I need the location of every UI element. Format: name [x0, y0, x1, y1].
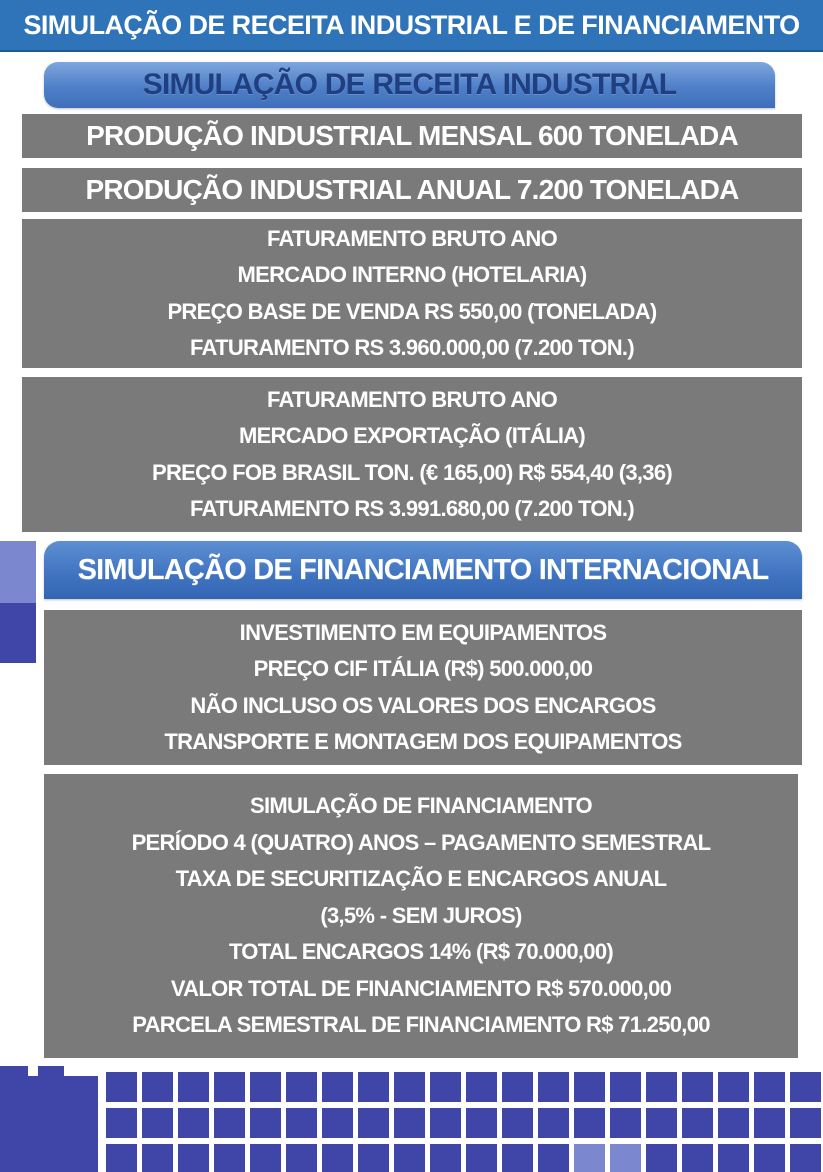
decorative-tile	[286, 1108, 317, 1138]
decorative-tile	[142, 1072, 173, 1102]
decorative-tile	[646, 1108, 677, 1138]
decorative-tile	[610, 1072, 641, 1102]
main-title: SIMULAÇÃO DE RECEITA INDUSTRIAL E DE FINANCIAMENTO	[23, 9, 800, 40]
decorative-tile	[502, 1108, 533, 1138]
revenue-section-title: SIMULAÇÃO DE RECEITA INDUSTRIAL	[142, 68, 677, 101]
decorative-tile	[754, 1072, 785, 1102]
side-decoration-light	[0, 541, 36, 603]
main-title-bar	[0, 0, 823, 52]
decorative-tile	[790, 1108, 821, 1138]
domestic-revenue-line: FATURAMENTO BRUTO ANO	[266, 225, 558, 251]
decorative-tile	[250, 1144, 281, 1172]
investment-line: NÃO INCLUSO OS VALORES DOS ENCARGOS	[190, 692, 656, 718]
decorative-tile	[430, 1108, 461, 1138]
side-decoration-dark	[0, 603, 36, 663]
decorative-tile	[394, 1072, 425, 1102]
export-revenue-box	[22, 377, 802, 532]
decorative-tile	[574, 1144, 605, 1172]
decorative-tile	[538, 1144, 569, 1172]
financing-simulation-line: SIMULAÇÃO DE FINANCIAMENTO	[250, 793, 592, 819]
financing-simulation-line: (3,5% - SEM JUROS)	[320, 902, 522, 928]
decorative-tile	[322, 1144, 353, 1172]
decorative-tile	[106, 1144, 137, 1172]
investment-box	[44, 610, 802, 765]
investment-line: INVESTIMENTO EM EQUIPAMENTOS	[239, 619, 607, 645]
decorative-tile	[214, 1108, 245, 1138]
financing-simulation-line: PERÍODO 4 (QUATRO) ANOS – PAGAMENTO SEMESTRAL	[131, 829, 711, 855]
annual-production-box	[22, 168, 802, 212]
decorative-tile	[322, 1072, 353, 1102]
decorative-tile	[250, 1108, 281, 1138]
decorative-tile	[574, 1072, 605, 1102]
decorative-tile	[142, 1144, 173, 1172]
decorative-tile	[106, 1108, 137, 1138]
decorative-tile	[286, 1072, 317, 1102]
decorative-tile	[574, 1108, 605, 1138]
export-revenue-line: FATURAMENTO RS 3.991.680,00 (7.200 TON.)	[190, 496, 634, 521]
decorative-tile	[358, 1108, 389, 1138]
decorative-tile	[358, 1072, 389, 1102]
revenue-section-header	[44, 62, 775, 108]
decorative-tile	[718, 1108, 749, 1138]
domestic-revenue-line: MERCADO INTERNO (HOTELARIA)	[237, 262, 587, 287]
decorative-tile	[790, 1072, 821, 1102]
financing-simulation-line: VALOR TOTAL DE FINANCIAMENTO R$ 570.000,00	[170, 975, 672, 1001]
decorative-tile	[754, 1108, 785, 1138]
decorative-tile	[538, 1072, 569, 1102]
financing-simulation-line: PARCELA SEMESTRAL DE FINANCIAMENTO R$ 71.250,00	[132, 1012, 710, 1038]
decorative-tile	[250, 1072, 281, 1102]
decorative-tile	[610, 1144, 641, 1172]
export-revenue-line: PREÇO FOB BRASIL TON. (€ 165,00) R$ 554,40 (3,36)	[152, 459, 672, 485]
monthly-production-box	[22, 114, 802, 158]
decorative-tile	[142, 1108, 173, 1138]
decorative-tile	[178, 1072, 209, 1102]
investment-line: PREÇO CIF ITÁLIA (R$) 500.000,00	[253, 656, 593, 681]
decorative-tile	[790, 1144, 821, 1172]
decorative-tile-pattern	[0, 1066, 823, 1172]
financing-simulation-line: TOTAL ENCARGOS 14% (R$ 70.000,00)	[228, 939, 614, 965]
decorative-corner-notch	[0, 1066, 28, 1078]
decorative-tile	[502, 1144, 533, 1172]
decorative-tile	[178, 1144, 209, 1172]
decorative-tile	[466, 1108, 497, 1138]
financing-simulation-box	[44, 774, 798, 1058]
financing-section-header	[44, 541, 802, 599]
financing-section-title: SIMULAÇÃO DE FINANCIAMENTO INTERNACIONAL	[77, 553, 769, 586]
decorative-tile	[430, 1144, 461, 1172]
decorative-tile	[214, 1144, 245, 1172]
financing-simulation-line: TAXA DE SECURITIZAÇÃO E ENCARGOS ANUAL	[175, 866, 667, 892]
domestic-revenue-box	[22, 219, 802, 368]
decorative-tile	[610, 1108, 641, 1138]
decorative-tile	[106, 1072, 137, 1102]
export-revenue-line: MERCADO EXPORTAÇÃO (ITÁLIA)	[238, 423, 586, 448]
domestic-revenue-line: FATURAMENTO RS 3.960.000,00 (7.200 TON.)	[190, 335, 634, 360]
decorative-tile	[646, 1072, 677, 1102]
decorative-tile	[394, 1108, 425, 1138]
decorative-corner-notch	[38, 1066, 64, 1078]
decorative-tile	[682, 1108, 713, 1138]
decorative-tile	[682, 1144, 713, 1172]
decorative-tile	[466, 1144, 497, 1172]
decorative-tile	[754, 1144, 785, 1172]
decorative-corner-block	[0, 1076, 98, 1172]
decorative-tile	[538, 1108, 569, 1138]
decorative-tile	[502, 1072, 533, 1102]
decorative-tile	[394, 1144, 425, 1172]
decorative-tile	[466, 1072, 497, 1102]
decorative-tile	[286, 1144, 317, 1172]
decorative-tile	[322, 1108, 353, 1138]
annual-production-text: PRODUÇÃO INDUSTRIAL ANUAL 7.200 TONELADA	[85, 174, 739, 205]
decorative-tile	[682, 1072, 713, 1102]
decorative-tile	[358, 1144, 389, 1172]
export-revenue-line: FATURAMENTO BRUTO ANO	[266, 386, 558, 412]
decorative-tile	[718, 1144, 749, 1172]
monthly-production-text: PRODUÇÃO INDUSTRIAL MENSAL 600 TONELADA	[86, 120, 738, 151]
decorative-tile	[718, 1072, 749, 1102]
decorative-tile	[178, 1108, 209, 1138]
decorative-tile	[430, 1072, 461, 1102]
investment-line: TRANSPORTE E MONTAGEM DOS EQUIPAMENTOS	[164, 729, 682, 754]
domestic-revenue-line: PREÇO BASE DE VENDA RS 550,00 (TONELADA)	[167, 298, 657, 324]
decorative-tile	[214, 1072, 245, 1102]
decorative-tile	[646, 1144, 677, 1172]
